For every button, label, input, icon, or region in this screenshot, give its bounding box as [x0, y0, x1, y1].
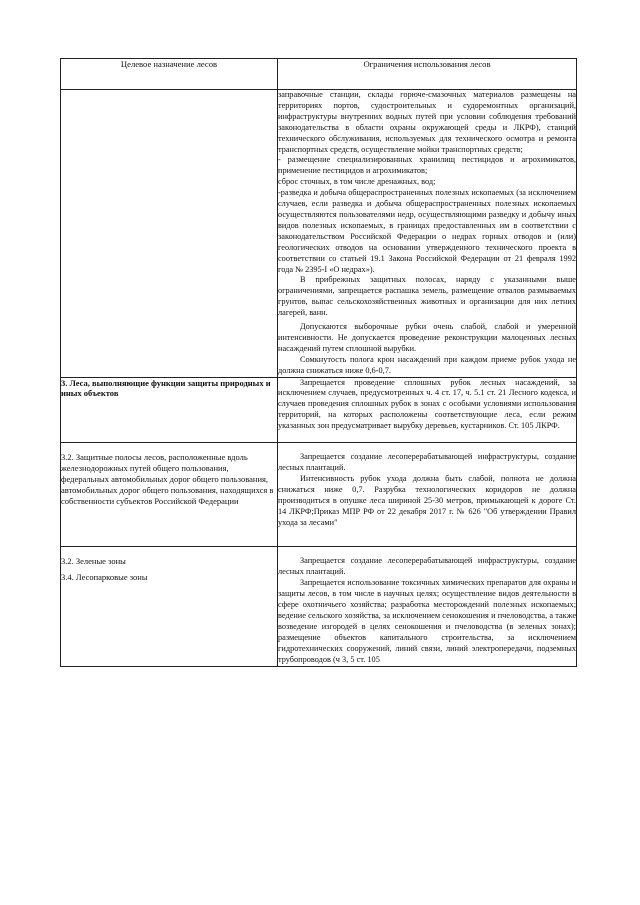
- restriction-paragraph: -разведка и добыча общераспространенных полезных ископаемых (за исключением случаев, если разведка и добыча общераспространенных полезных ископаемых осуществляются пользователями недр, осуществляющими разведку и добычу иных видов полезных ископаемых, в границах предоставленных им в соответствии с законодательством Российской Федерации о недрах горных отводов и (или) геологических отводов на основании утвержденного технического проекта в соответствии со статьей 19.1 Закона Российской Федерации от 21 февраля 1992 года № 2395-I «О недрах»).: [278, 188, 576, 274]
- restriction-paragraph: Сомкнутость полога крон насаждений при каждом приеме рубок ухода не должна снижаться ниже 0,6-0,7.: [278, 354, 576, 375]
- header-purpose: Целевое назначение лесов: [61, 59, 278, 90]
- row-purpose-cell: [61, 547, 278, 666]
- restriction-paragraph: Запрещается использование токсичных химических препаратов для охраны и защиты лесов, в том числе в научных целях; осуществление видов деятельности в сфере охотничьего хозяйства; разработка месторождений полезных ископаемых; ведение сельского хозяйства, за исключением сенокошения и пчеловодства, а также возведение изгородей в целях сенокошения и пчеловодства (в зеленых зонах); размещение объектов капитального строительства, за исключением гидротехнических сооружений, линий связи, линий электропередачи, подземных трубопроводов (ч 3, 5 ст. 105: [278, 578, 576, 664]
- purpose-title: 3.2. Защитные полосы лесов, расположенные вдоль железнодорожных путей общего пользования, федеральных автомобильных дорог общего пользования, автомобильных дорог общего пользования, находящихся в собственности субъектов Российской Федерации: [61, 452, 274, 506]
- purpose-title: 3.4. Лесопарковые зоны: [61, 572, 148, 583]
- row-restrictions-cell: [278, 547, 577, 666]
- restriction-paragraph: Запрещается проведение сплошных рубок лесных насаждений, за исключением случаев, предусмотренных ч. 4 ст. 17, ч. 5.1 ст. 21 Лесного кодекса, и случаев проведения сплошных рубок в зонах с особыми условиями использования территорий, на которых расположены соответствующие леса, если режим указанных зон предусматривает вырубку деревьев, кустарников. Ст. 105 ЛКРФ.: [278, 377, 576, 431]
- row-purpose-cell: [61, 443, 278, 547]
- row-restrictions-cell: [278, 90, 577, 378]
- table-row: [61, 547, 577, 666]
- restrictions-table: [60, 58, 577, 667]
- restriction-paragraph: заправочные станции, склады горюче-смазочных материалов размещены на территориях портов, судостроительных и судоремонтных организаций, инфраструктуры внутренних водных путей при условии соблюдения требований законодательства в области охраны окружающей среды и ЛКРФ), станций технического обслуживания, используемых для технического осмотра и ремонта транспортных средств, осуществление мойки транспортных средств;: [278, 90, 576, 154]
- purpose-title: 3. Леса, выполняющие функции защиты природных и иных объектов: [61, 377, 271, 399]
- table-row: [61, 377, 577, 443]
- restriction-paragraph: - размещение специализированных хранилищ пестицидов и агрохимикатов, применение пестицидов и агрохимикатов;: [278, 155, 576, 176]
- restriction-paragraph: сброс сточных, в том числе дренажных, вод;: [278, 177, 436, 187]
- restriction-paragraph: Допускаются выборочные рубки очень слабой, слабой и умеренной интенсивности. Не допускается проведение реконструкции малоценных лесных насаждений путем сплошной вырубки.: [278, 322, 576, 353]
- row-purpose-cell: [61, 90, 278, 378]
- table-row: [61, 443, 577, 547]
- row-restrictions-cell: [278, 443, 577, 547]
- restriction-paragraph: В прибрежных защитных полосах, наряду с указанными выше ограничениями, запрещается распашка земель, размещение отвалов размываемых грунтов, выпас сельскохозяйственных животных и организации для них летних лагерей, ванн.: [278, 275, 576, 318]
- restriction-paragraph: Запрещается создание лесоперерабатывающей инфраструктуры, создание лесных плантаций.: [278, 556, 576, 577]
- table-header-row: [61, 59, 577, 90]
- table-row: [61, 90, 577, 378]
- row-purpose-cell: [61, 377, 278, 443]
- row-restrictions-cell: [278, 377, 577, 443]
- restriction-paragraph: Запрещается создание лесоперерабатывающей инфраструктуры, создание лесных плантаций.: [278, 452, 576, 472]
- header-restrictions: Ограничения использования лесов: [278, 59, 577, 90]
- restriction-paragraph: Интенсивность рубок ухода должна быть слабой, полнота не должна снижаться ниже 0,7. Разрубка технологических коридоров не должна производиться в опушке леса шириной 25-30 метров, примыкающей к дороге Ст. 14 ЛКРФ;Приказ МПР РФ от 22 декабря 2017 г. № 626 "Об утверждении Правил ухода за лесами": [278, 473, 576, 527]
- purpose-title: 3.2. Зеленые зоны: [61, 556, 126, 567]
